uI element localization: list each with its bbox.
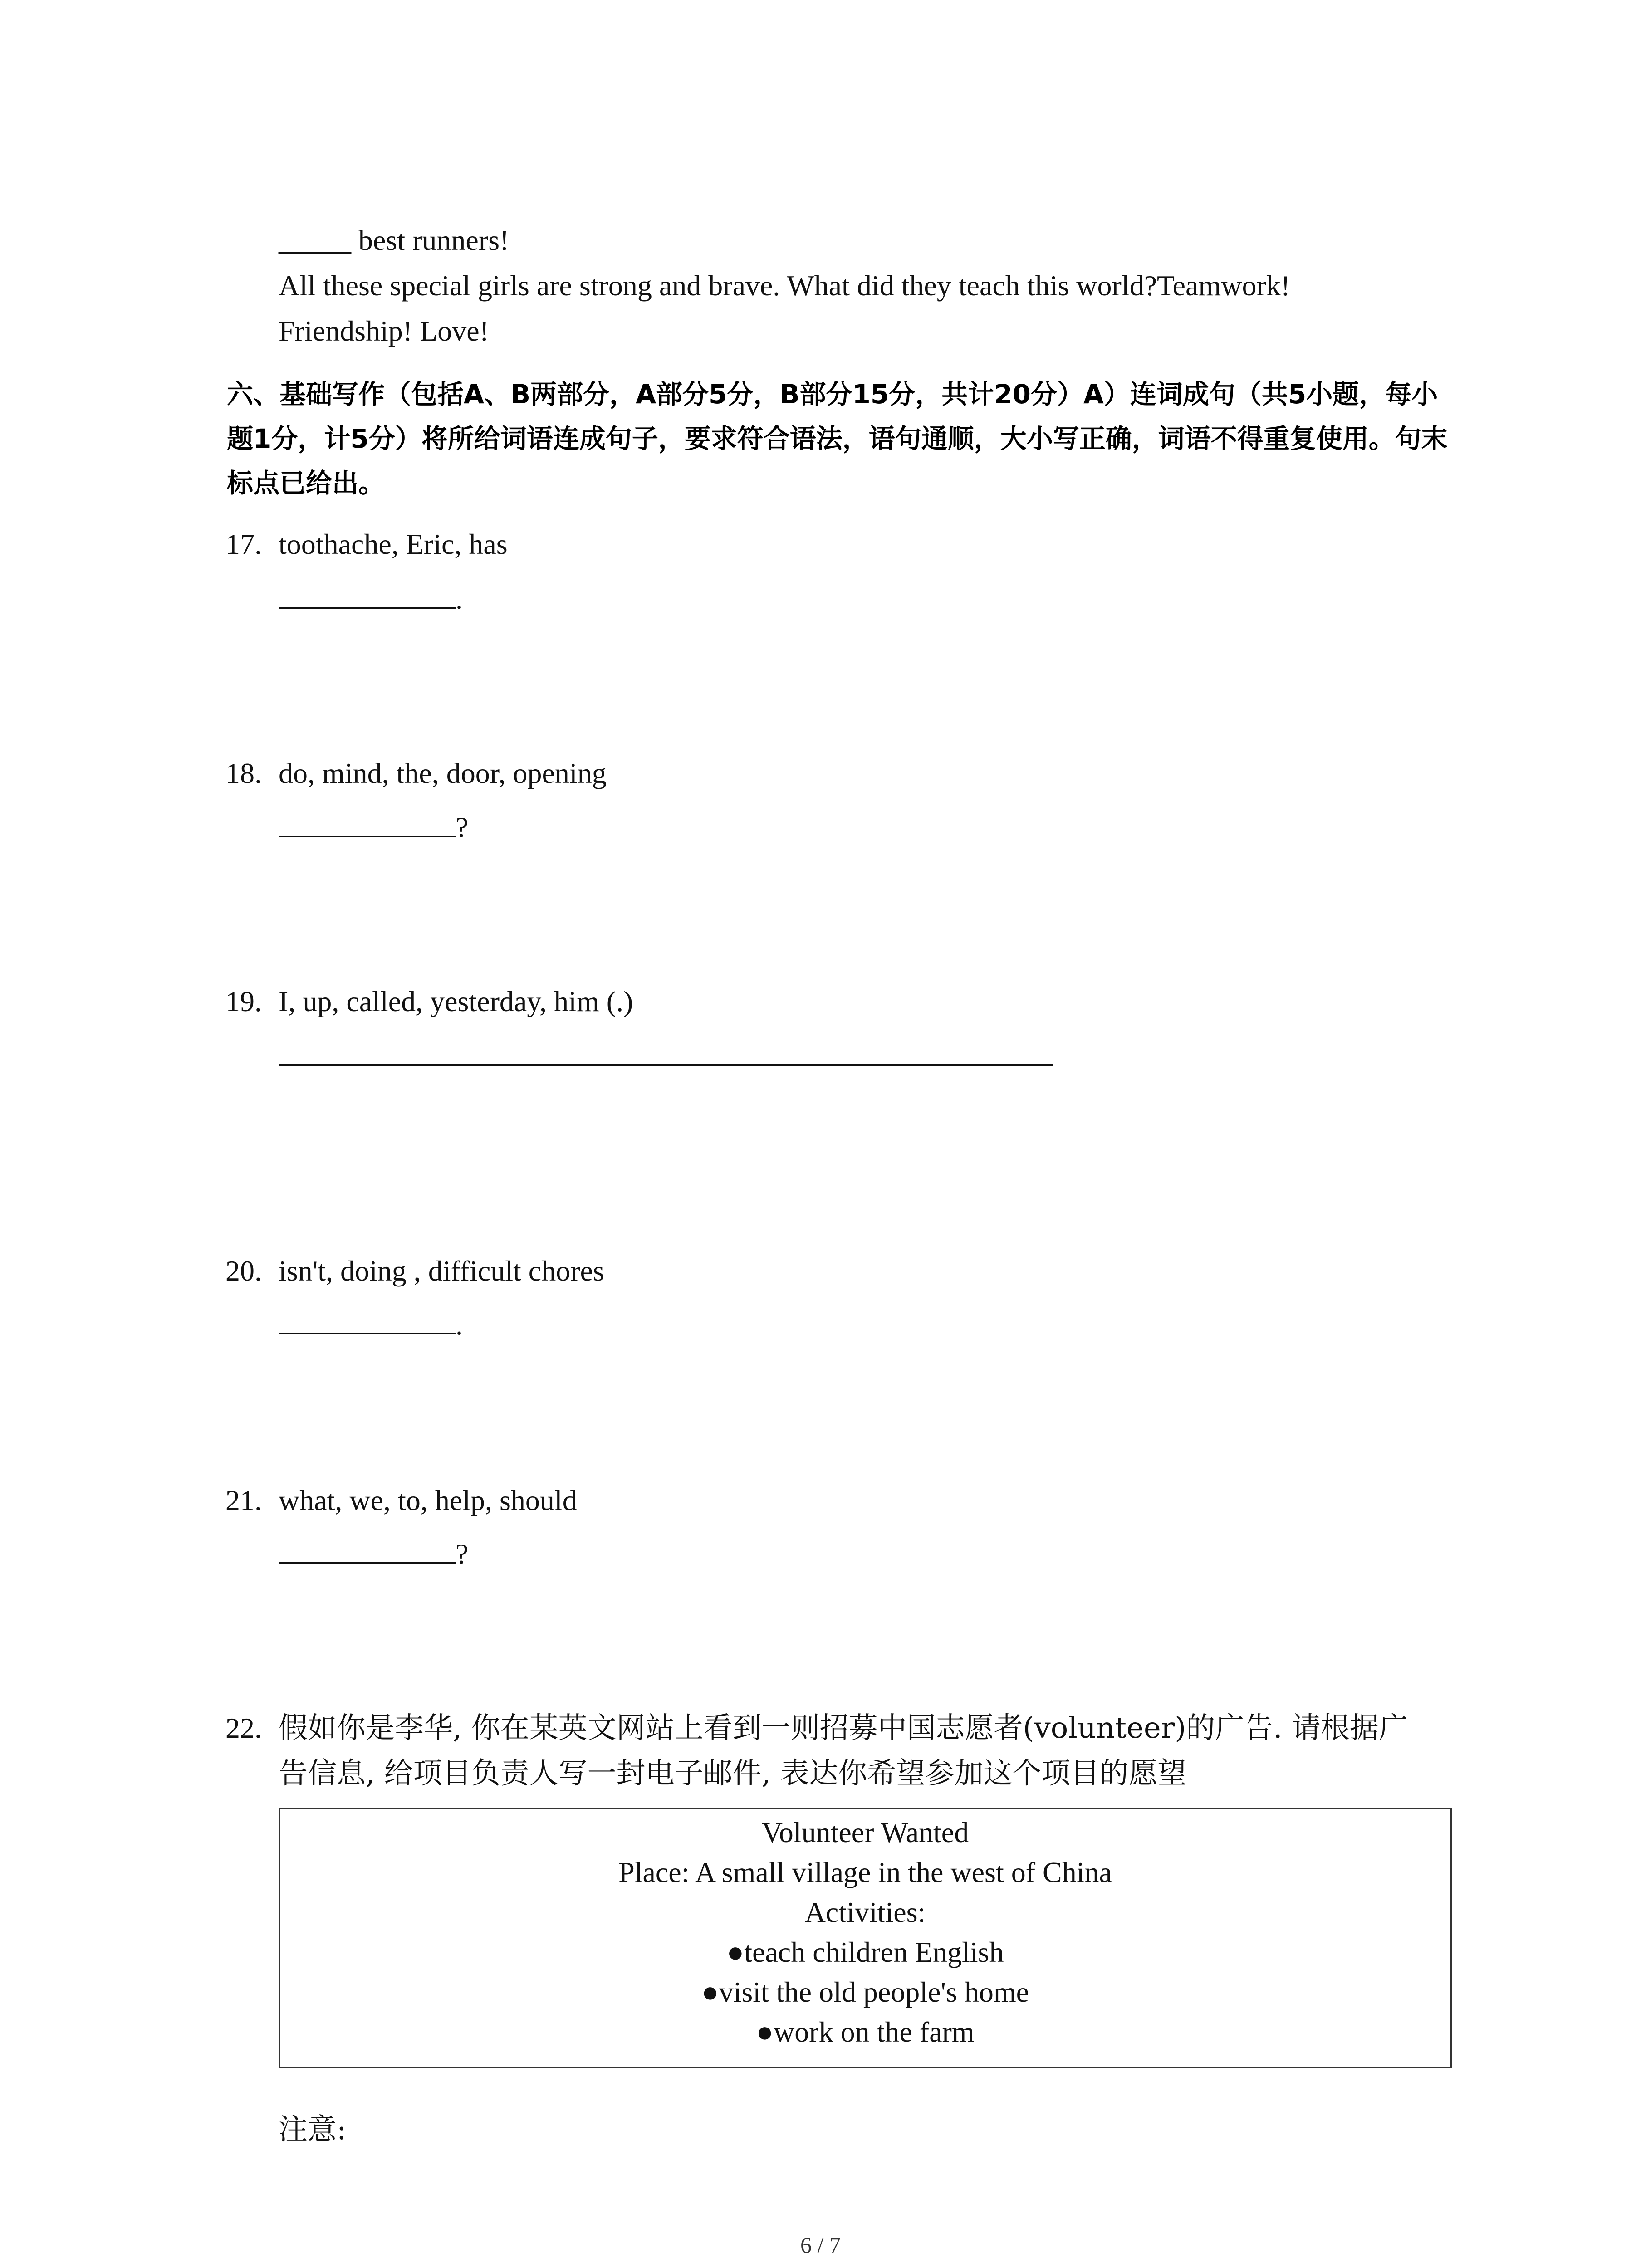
question-prompt-line: 假如你是李华, 你在某英文网站上看到一则招募中国志愿者(volunteer)的广告. 请根据广	[279, 1711, 1408, 1745]
question-words: toothache, Eric, has	[279, 528, 508, 560]
end-punctuation: .	[456, 583, 463, 615]
answer-blank[interactable]	[279, 1035, 1053, 1066]
answer-blank[interactable]	[279, 807, 456, 837]
passage-line: All these special girls are strong and brave. What did they teach this world?Teamwork!	[279, 269, 1291, 302]
question-number: 21.	[225, 1484, 262, 1516]
question-number: 22.	[225, 1712, 262, 1744]
answer-line	[279, 1304, 463, 1343]
answer-blank[interactable]	[279, 1304, 456, 1334]
question-words: what, we, to, help, should	[279, 1484, 577, 1516]
answer-line	[279, 1533, 468, 1572]
passage-line: Friendship! Love!	[279, 315, 489, 347]
question-number: 18.	[225, 757, 262, 789]
answer-line	[279, 807, 468, 846]
question-number: 17.	[225, 528, 262, 560]
ad-activity: ●visit the old people's home	[701, 1976, 1029, 2008]
end-punctuation: ?	[456, 811, 469, 843]
note-label: 注意:	[279, 2113, 347, 2146]
question-number: 20.	[225, 1255, 262, 1287]
section-heading: 六、基础写作（包括A、B两部分，A部分5分，B部分15分，共计20分）A）连词成句（共5小题，每小题1分，计5分）将所给词语连成句子，要求符合语法，语句通顺，大小写正确，词语不得重复使用。句末标点已给出。	[227, 379, 1448, 499]
ad-activities-label: Activities:	[804, 1896, 926, 1928]
ad-activity: ●work on the farm	[756, 2016, 975, 2048]
answer-line	[279, 578, 463, 617]
question-words: isn't, doing , difficult chores	[279, 1255, 604, 1287]
answer-blank[interactable]	[279, 578, 456, 609]
answer-blank[interactable]	[279, 1533, 456, 1564]
ad-place: Place: A small village in the west of China	[618, 1856, 1112, 1888]
answer-line	[279, 1035, 1053, 1074]
question-number: 19.	[225, 985, 262, 1017]
answer-blank: _____	[279, 224, 351, 256]
page-number: 6 / 7	[800, 2232, 841, 2258]
ad-activity: ●teach children English	[726, 1936, 1004, 1968]
end-punctuation: ?	[456, 1538, 469, 1570]
question-words: I, up, called, yesterday, him (.)	[279, 985, 633, 1017]
question-prompt-line: 告信息, 给项目负责人写一封电子邮件, 表达你希望参加这个项目的愿望	[279, 1757, 1187, 1790]
advertisement-box	[279, 1808, 1452, 2068]
end-punctuation: .	[456, 1309, 463, 1341]
ad-title: Volunteer Wanted	[761, 1816, 969, 1848]
question-words: do, mind, the, door, opening	[279, 757, 607, 789]
passage-line	[279, 222, 509, 259]
passage-text: best runners!	[351, 224, 509, 256]
